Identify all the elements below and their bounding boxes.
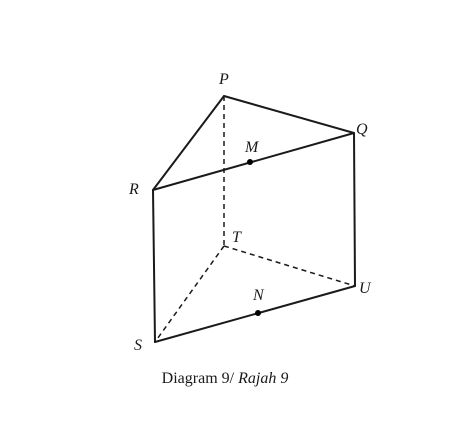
label-m: M — [245, 139, 259, 156]
label-n: N — [253, 287, 264, 304]
diagram-caption — [0, 370, 450, 388]
edge-pr — [153, 96, 224, 190]
point-n — [255, 310, 261, 316]
edge-qu — [354, 133, 355, 286]
caption-italic-text: Rajah 9 — [238, 370, 289, 387]
label-p: P — [219, 71, 229, 88]
point-m — [247, 159, 253, 165]
label-q: Q — [356, 121, 368, 138]
label-s: S — [134, 337, 142, 354]
caption-text: Diagram 9/ — [161, 370, 235, 387]
edge-pq — [224, 96, 354, 133]
label-t: T — [232, 229, 241, 246]
edge-tu — [224, 246, 355, 286]
label-r: R — [129, 181, 139, 198]
edge-ts — [155, 246, 224, 342]
label-u: U — [359, 280, 371, 297]
edge-rs — [153, 190, 155, 342]
